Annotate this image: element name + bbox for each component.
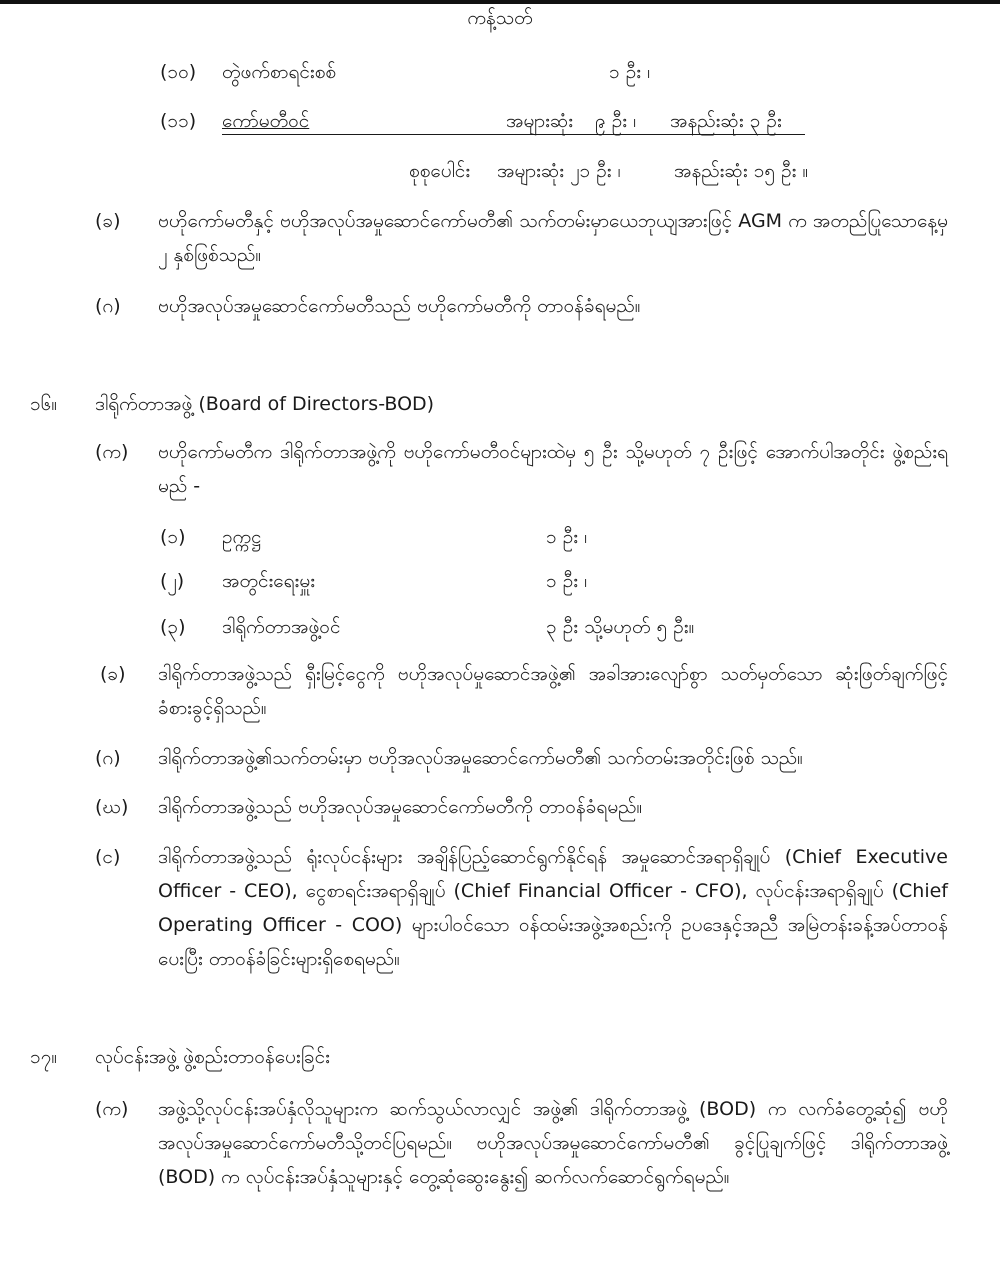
member-count: ၃ ဦး သို့မဟုတ် ၅ ဦး။ [546, 616, 695, 638]
member-number: (၁) [160, 526, 186, 548]
paragraph-text: ဗဟိုကော်မတီက ဒါရိုက်တာအဖွဲ့ကို ဗဟိုကော်မတီဝင်များထဲမှ ၅ ဦး သို့မဟုတ် ၇ ဦးဖြင့် အောက်ပါအတိုင်း ဖွဲ့စည်းရမည် - [158, 441, 948, 497]
para-number: (ခ) [100, 663, 126, 685]
para-number: (ဃ) [95, 796, 129, 818]
paragraph-text: ဒါရိုက်တာအဖွဲ့သည် ဗဟိုအလုပ်အမှုဆောင်ကော်မတီကို တာဝန်ခံရမည်။ [158, 796, 643, 818]
item-min-label: အနည်းဆုံး ၃ ဦး [670, 110, 782, 132]
member-number: (၂) [160, 570, 185, 592]
member-count: ၁ ဦး ၊ [546, 526, 588, 548]
member-label: ဒါရိုက်တာအဖွဲ့ဝင် [222, 616, 341, 638]
section-title: ဒါရိုက်တာအဖွဲ့ (Board of Directors-BOD) [95, 393, 435, 415]
total-max: အများဆုံး ၂၁ ဦး ၊ [497, 160, 621, 182]
member-label: အတွင်းရေးမှူး [222, 570, 316, 592]
para-number: (က) [95, 441, 129, 463]
section-number: ၁၇။ [30, 1046, 58, 1068]
item-label: တွဲဖက်စာရင်းစစ် [222, 61, 337, 83]
para-number: (င) [95, 846, 121, 868]
paragraph-text: ဗဟိုကော်မတီနှင့် ဗဟိုအလုပ်အမှုဆောင်ကော်မတီ၏ သက်တမ်းမှာယေဘုယျအားဖြင့် AGM က အတည်ပြုသောနေ့မှ ၂ နှစ်ဖြစ်သည်။ [158, 210, 948, 266]
item-number: (၁၀) [160, 61, 197, 83]
member-count: ၁ ဦး ၊ [546, 570, 588, 592]
item-number: (၁၁) [160, 110, 197, 132]
para-number: (ဂ) [95, 295, 121, 317]
para-number: (ခ) [95, 210, 121, 232]
item-max-count: ၉ ဦး ၊ [595, 110, 637, 132]
running-header: ကန့်သတ် [467, 7, 533, 29]
section-number: ၁၆။ [30, 393, 58, 415]
para-number: (ဂ) [95, 747, 121, 769]
member-number: (၃) [160, 616, 186, 638]
total-label: စုစုပေါင်း [409, 160, 471, 182]
total-underline [222, 134, 805, 135]
paragraph-text: အဖွဲ့သို့လုပ်ငန်းအပ်နှံလိုသူများက ဆက်သွယ်လာလျှင် အဖွဲ့၏ ဒါရိုက်တာအဖွဲ့ (BOD) က လက်ခံတွေ့ဆုံ၍ ဗဟိုအလုပ်အမှုဆောင်ကော်မတီသို့တင်ပြရမည်။ ဗဟိုအလုပ်အမှုဆောင်ကော်မတီ၏ ခွင့်ပြုချက်ဖြင့် ဒါရိုက်တာအဖွဲ့ (BOD) က လုပ်ငန်းအပ်နှံသူများနှင့် တွေ့ဆုံဆွေးနွေး၍ ဆက်လက်ဆောင်ရွက်ရမည်။ [158, 1098, 948, 1188]
section-title: လုပ်ငန်းအဖွဲ့ ဖွဲ့စည်းတာဝန်ပေးခြင်း [95, 1046, 330, 1068]
member-label: ဥက္ကဋ္ဌ [222, 526, 262, 548]
paragraph-text: ဒါရိုက်တာအဖွဲ့သည် ရုံးလုပ်ငန်းများ အချိန်ပြည့်ဆောင်ရွက်နိုင်ရန် အမှုဆောင်အရာရှိချုပ် (Chief Executive Officer - CEO), ငွေစာရင်းအရာရှိချုပ် (Chief Financial Officer - CFO), လုပ်ငန်းအရာရှိချုပ် (Chief Operating Officer - COO) များပါဝင်သော ဝန်ထမ်းအဖွဲ့အစည်းကို ဥပဒေနှင့်အညီ အမြဲတန်းခန့်အပ်တာဝန်ပေးပြီး တာဝန်ခံခြင်းများရှိစေရမည်။ [158, 846, 948, 970]
paragraph-text: ဒါရိုက်တာအဖွဲ့၏သက်တမ်းမှာ ဗဟိုအလုပ်အမှုဆောင်ကော်မတီ၏ သက်တမ်းအတိုင်းဖြစ် သည်။ [158, 747, 803, 769]
item-label: ကော်မတီဝင် [222, 110, 310, 132]
item-count: ၁ ဦး ၊ [609, 61, 651, 83]
item-max-label: အများဆုံး [506, 110, 574, 132]
total-min: အနည်းဆုံး ၁၅ ဦး ။ [674, 160, 809, 182]
paragraph-text: ဗဟိုအလုပ်အမှုဆောင်ကော်မတီသည် ဗဟိုကော်မတီကို တာဝန်ခံရမည်။ [158, 295, 641, 317]
para-number: (က) [95, 1098, 129, 1120]
paragraph-text: ဒါရိုက်တာအဖွဲ့သည် ရှီးမြင့်ငွေကို ဗဟိုအလုပ်မှုဆောင်အဖွဲ့၏ အခါအားလျော်စွာ သတ်မှတ်သော ဆုံးဖြတ်ချက်ဖြင့် ခံစားခွင့်ရှိသည်။ [158, 663, 948, 719]
